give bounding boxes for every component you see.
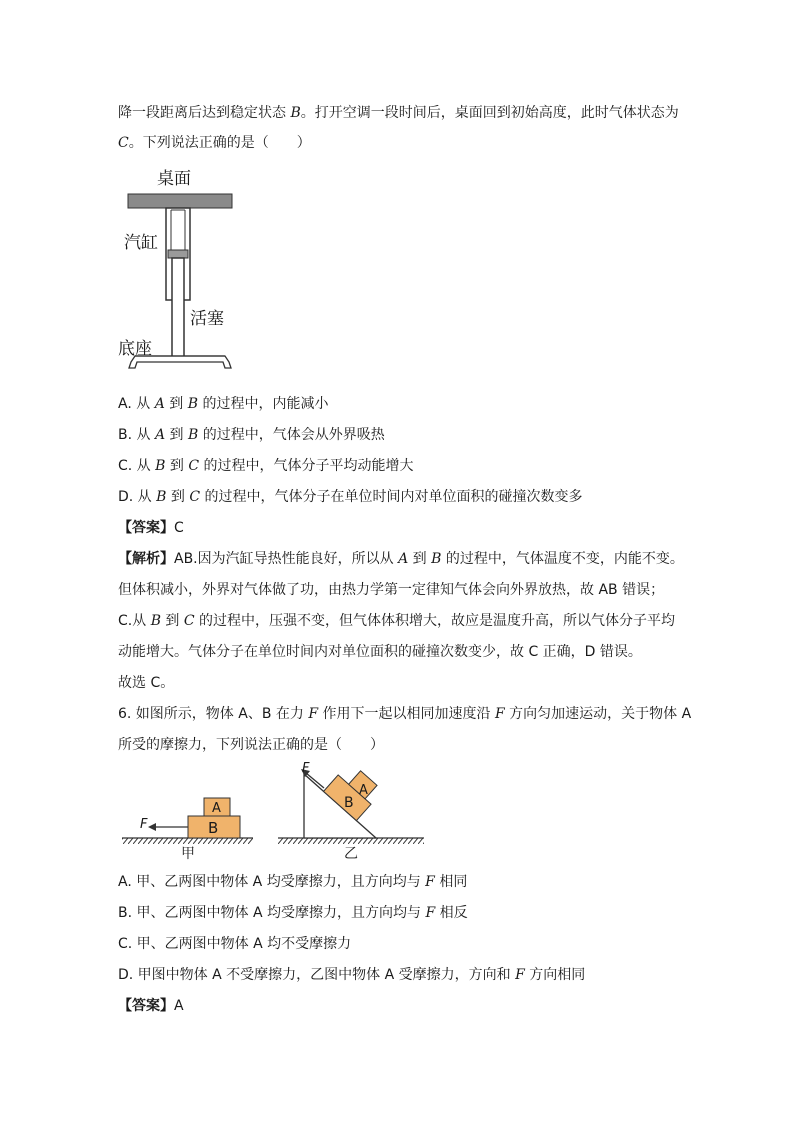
q5-analysis-line-2: 但体积减小，外界对气体做了功，由热力学第一定律知气体会向外界放热，故 AB 错误； <box>118 582 665 598</box>
q5-option-c: C. 从 B 到 C 的过程中，气体分子平均动能增大 <box>118 458 414 474</box>
q5-stem-line-2: C。下列说法正确的是（ ） <box>118 135 311 151</box>
q6-answer <box>118 997 184 1015</box>
q5-answer <box>118 519 184 537</box>
piston-rod <box>172 258 184 358</box>
answer-value: A <box>174 998 184 1014</box>
label-desk: 桌面 <box>157 169 191 189</box>
q6-option-c: C. 甲、乙两图中物体 A 均不受摩擦力 <box>118 936 352 952</box>
figure-jia <box>122 798 253 862</box>
q6-option-b: B. 甲、乙两图中物体 A 均受摩擦力，且方向均与 F 相反 <box>118 905 468 921</box>
q6-stem-line-1: 6. 如图所示，物体 A、B 在力 F 作用下一起以相同加速度沿 F 方向匀加速运动，关于物体 A <box>118 706 692 722</box>
desk-top <box>128 194 232 208</box>
var-b: B <box>290 105 301 121</box>
q6-stem-line-2: 所受的摩擦力，下列说法正确的是（ ） <box>118 737 384 753</box>
q5-stem-line-1: 降一段距离后达到稳定状态 B。打开空调一段时间后，桌面回到初始高度，此时气体状态为 <box>118 105 679 121</box>
svg-text:B: B <box>208 819 219 837</box>
label-piston: 活塞 <box>190 309 224 329</box>
figure-yi <box>278 761 424 862</box>
var-c: C <box>118 135 129 151</box>
q5-desk-figure <box>115 164 245 376</box>
q5-option-b: B. 从 A 到 B 的过程中，气体会从外界吸热 <box>118 427 385 443</box>
svg-text:F: F <box>302 761 310 776</box>
answer-tag: 【答案】 <box>118 520 174 536</box>
answer-value: C <box>174 520 184 536</box>
q5-analysis-line-4: 动能增大。气体分子在单位时间内对单位面积的碰撞次数变少，故 C 正确，D 错误。 <box>118 644 642 660</box>
svg-text:A: A <box>359 783 368 798</box>
analysis-tag: 【解析】 <box>118 551 174 567</box>
label-cylinder: 汽缸 <box>124 233 158 253</box>
label-base: 底座 <box>118 339 152 359</box>
answer-tag: 【答案】 <box>118 998 174 1014</box>
q5-option-a: A. 从 A 到 B 的过程中，内能减小 <box>118 396 329 412</box>
caption-yi: 乙 <box>344 846 358 862</box>
svg-text:A: A <box>212 801 221 816</box>
caption-jia: 甲 <box>181 846 195 862</box>
q6-option-d: D. 甲图中物体 A 不受摩擦力，乙图中物体 A 受摩擦力，方向和 F 方向相同 <box>118 967 586 983</box>
piston-head <box>168 250 188 258</box>
q5-analysis-line-1: 【解析】AB.因为汽缸导热性能良好，所以从 A 到 B 的过程中，气体温度不变，内能不变。 <box>118 551 684 567</box>
q5-option-d: D. 从 B 到 C 的过程中，气体分子在单位时间内对单位面积的碰撞次数变多 <box>118 489 583 505</box>
q6-option-a: A. 甲、乙两图中物体 A 均受摩擦力，且方向均与 F 相同 <box>118 874 468 890</box>
q5-analysis-line-3: C.从 B 到 C 的过程中，压强不变，但气体体积增大，故应是温度升高，所以气体分子平均 <box>118 613 676 629</box>
svg-text:F: F <box>140 817 148 832</box>
svg-text:B: B <box>344 795 354 811</box>
q5-conclusion: 故选 C。 <box>118 675 175 691</box>
q6-blocks-figure <box>118 760 428 866</box>
